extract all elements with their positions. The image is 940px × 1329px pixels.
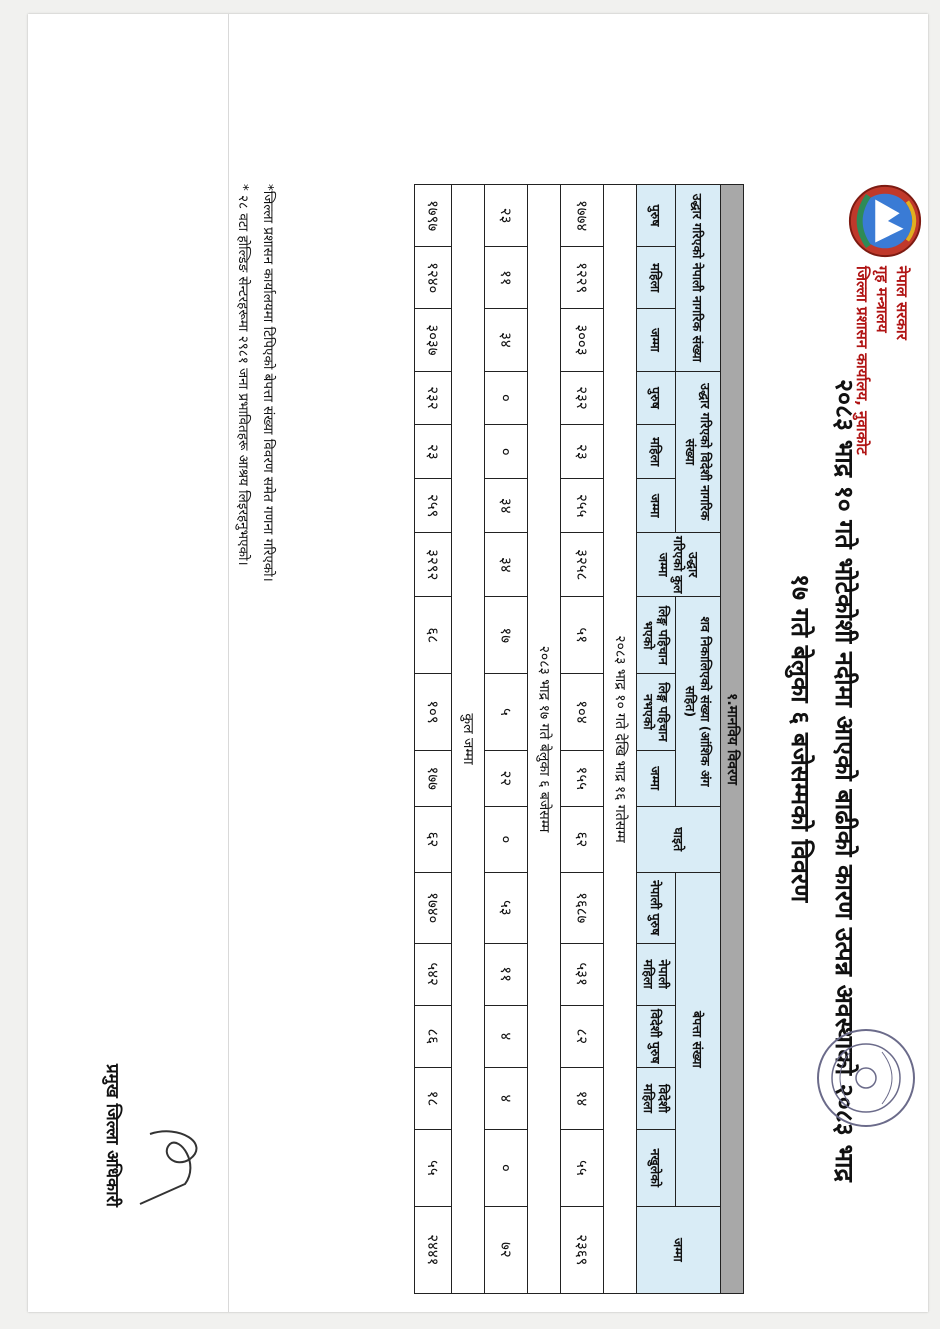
- cell: ११: [485, 247, 528, 309]
- cell: ०: [485, 425, 528, 479]
- header-bodies-recovered: शव निकालिएको संख्या (आंशिक अंग सहित): [676, 597, 721, 806]
- header-injured: घाइते: [637, 806, 721, 872]
- cell: ३४: [485, 309, 528, 371]
- cell: ७२: [485, 1206, 528, 1293]
- cell: ३२९२: [415, 533, 452, 597]
- cell: ३००३: [561, 309, 604, 371]
- subheader-sex-identified: लिङ्ग पहिचान भएको: [637, 597, 676, 674]
- total-label: कुल जम्मा: [452, 185, 485, 1294]
- subheader-foreign-male: विदेशी पुरुष: [637, 1005, 676, 1067]
- cell: ३०३७: [415, 309, 452, 371]
- cell: ५४२: [415, 943, 452, 1005]
- cell: २५९: [415, 479, 452, 533]
- signature-scribble: [130, 1114, 220, 1214]
- cell: १७७४: [561, 185, 604, 247]
- nepal-emblem-logo: [840, 182, 930, 260]
- subheader-unknown: नखुलेको: [637, 1130, 676, 1207]
- signatory-title: प्रमुख जिल्ला अधिकारी: [102, 1064, 122, 1207]
- header-grand-total: जम्मा: [637, 1206, 721, 1293]
- subheader-sum: जम्मा: [637, 479, 676, 533]
- cell: २२: [485, 750, 528, 806]
- document-title-line-2: १७ गते बेलुका ६ बजेसम्मको विवरण: [786, 574, 815, 903]
- period-label: २०८३ भाद्र १७ गते बेलुका ६ बजेसम्म: [528, 185, 561, 1294]
- cell: १०९: [415, 674, 452, 751]
- cell: ८६: [415, 1005, 452, 1067]
- cell: १०४: [561, 674, 604, 751]
- cell: ५१: [561, 597, 604, 674]
- office-seal-stamp: [810, 1022, 922, 1134]
- subheader-foreign-female: विदेशी महिला: [637, 1067, 676, 1129]
- cell: १६८७: [561, 873, 604, 943]
- cell: ६२: [561, 806, 604, 872]
- document-title-line-1: २०८३ भाद्र १० गते भोटेकोशी नदीमा आएको बाढीको कारण उत्पन्न अवस्थाको २०८३ भाद्र: [830, 379, 859, 1182]
- period-label: २०८३ भाद्र १० गते देखि भाद्र १६ गतेसम्म: [604, 185, 637, 1294]
- subheader-male: पुरुष: [637, 371, 676, 425]
- cell: २३: [485, 185, 528, 247]
- cell: ५: [485, 674, 528, 751]
- cell: २५५: [561, 479, 604, 533]
- cell: १७: [485, 597, 528, 674]
- table-row-total: [415, 185, 452, 1294]
- humanitarian-details-table: [414, 184, 744, 1294]
- cell: ६२: [415, 806, 452, 872]
- cell: २३: [561, 425, 604, 479]
- header-rescued-nepali: उद्धार गरिएको नेपाली नागरिक संख्या: [676, 185, 721, 372]
- table-row: [485, 185, 528, 1294]
- cell: ०: [485, 1130, 528, 1207]
- cell: २३२: [561, 371, 604, 425]
- cell: १२४०: [415, 247, 452, 309]
- cell: ३४: [485, 533, 528, 597]
- subheader-sum: जम्मा: [637, 309, 676, 371]
- org-line-3: जिल्ला प्रशासन कार्यालय, नुवाकोट: [853, 266, 871, 455]
- header-rescued-total: उद्धार गरिएको कुल जम्मा: [637, 533, 721, 597]
- cell: १७४०: [415, 873, 452, 943]
- cell: ३४: [485, 479, 528, 533]
- header-rescued-foreign: उद्धार गरिएको विदेशी नागरिक संख्या: [676, 371, 721, 533]
- cell: ६८: [415, 597, 452, 674]
- subheader-male: पुरुष: [637, 185, 676, 247]
- cell: १७९७: [415, 185, 452, 247]
- footnote-2: * २८ वटा होल्डिङ सेन्टरहरूमा २९८१ जना प्रभावितहरू आश्रय लिइरहनुभएको।: [235, 184, 251, 566]
- cell: ३२५८: [561, 533, 604, 597]
- rotated-report: [20, 14, 920, 1314]
- header-missing: बेपत्ता संख्या: [676, 873, 721, 1207]
- subheader-sum: जम्मा: [637, 750, 676, 806]
- cell: २३२: [415, 371, 452, 425]
- cell: १२२९: [561, 247, 604, 309]
- subheader-nepali-female: नेपाली महिला: [637, 943, 676, 1005]
- cell: ५५: [415, 1130, 452, 1207]
- cell: १८: [415, 1067, 452, 1129]
- subheader-female: महिला: [637, 247, 676, 309]
- subheader-nepali-male: नेपाली पुरुष: [637, 873, 676, 943]
- table-row: [561, 185, 604, 1294]
- cell: २३: [415, 425, 452, 479]
- subheader-female: महिला: [637, 425, 676, 479]
- footnote-1: *जिल्ला प्रशासन कार्यालयमा टिपिएको बेपत्ता संख्या विवरण समेत गणना गरिएको।: [260, 184, 276, 582]
- cell: ८२: [561, 1005, 604, 1067]
- cell: ५३: [485, 873, 528, 943]
- cell: ११: [485, 943, 528, 1005]
- cell: ४: [485, 1005, 528, 1067]
- cell: २३६९: [561, 1206, 604, 1293]
- section-title: १.मानविय विवरण: [721, 185, 744, 1294]
- cell: १७७: [415, 750, 452, 806]
- org-line-2: गृह मन्त्रालय: [873, 266, 891, 333]
- cell: ५३१: [561, 943, 604, 1005]
- cell: ४: [485, 1067, 528, 1129]
- cell: १४: [561, 1067, 604, 1129]
- footnotes: [230, 184, 280, 582]
- cell: ५५: [561, 1130, 604, 1207]
- org-line-1: नेपाल सरकार: [893, 266, 911, 340]
- cell: १५५: [561, 750, 604, 806]
- cell: ०: [485, 371, 528, 425]
- cell: ०: [485, 806, 528, 872]
- cell: २४४१: [415, 1206, 452, 1293]
- subheader-sex-unidentified: लिङ्ग पहिचान नभएको: [637, 674, 676, 751]
